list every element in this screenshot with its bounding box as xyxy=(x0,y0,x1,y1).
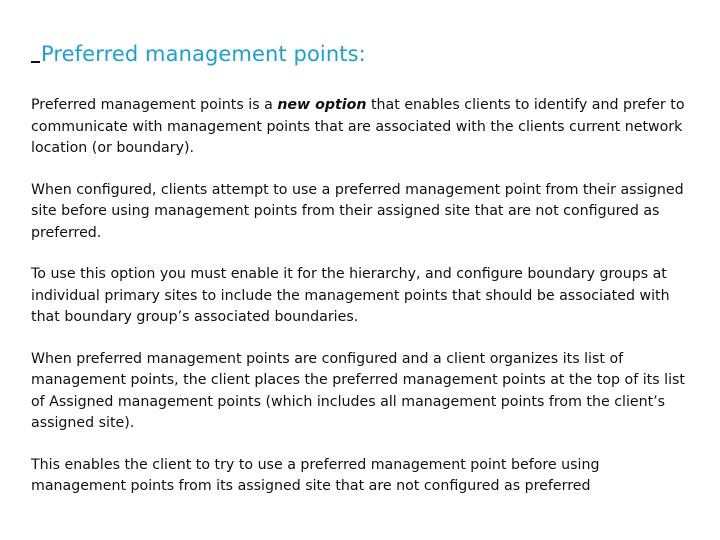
paragraph-1-text-after: that enables clients to identify and prefer to communicate with management points that are associated with the clients current network location (or boundary). xyxy=(31,97,685,156)
paragraph-3: To use this option you must enable it for the hierarchy, and configure boundary groups at individual primary sites to include the management points that should be associated with that boundary group’s associated boundaries. xyxy=(31,266,670,325)
paragraph-5: This enables the client to try to use a preferred management point before using management points from its assigned site that are not configured as preferred xyxy=(31,456,600,494)
paragraph-2: When configured, clients attempt to use a preferred management point from their assigned site before using management points from their assigned site that are not configured as preferred. xyxy=(31,181,684,241)
slide-title xyxy=(31,42,366,66)
paragraph-1 xyxy=(31,95,691,160)
slide-body xyxy=(31,95,691,518)
paragraph-4: When preferred management points are configured and a client organizes its list of management points, the client places the preferred management points at the top of its list of Assigned management points (which includes all management points from the client’s assigned site). xyxy=(31,350,685,431)
paragraph-1-emphasis: new option xyxy=(277,97,367,113)
slide-title-text: Preferred management points: xyxy=(41,42,366,66)
title-underscore-mark xyxy=(31,61,40,63)
paragraph-1-text-before: Preferred management points is a xyxy=(31,97,278,113)
